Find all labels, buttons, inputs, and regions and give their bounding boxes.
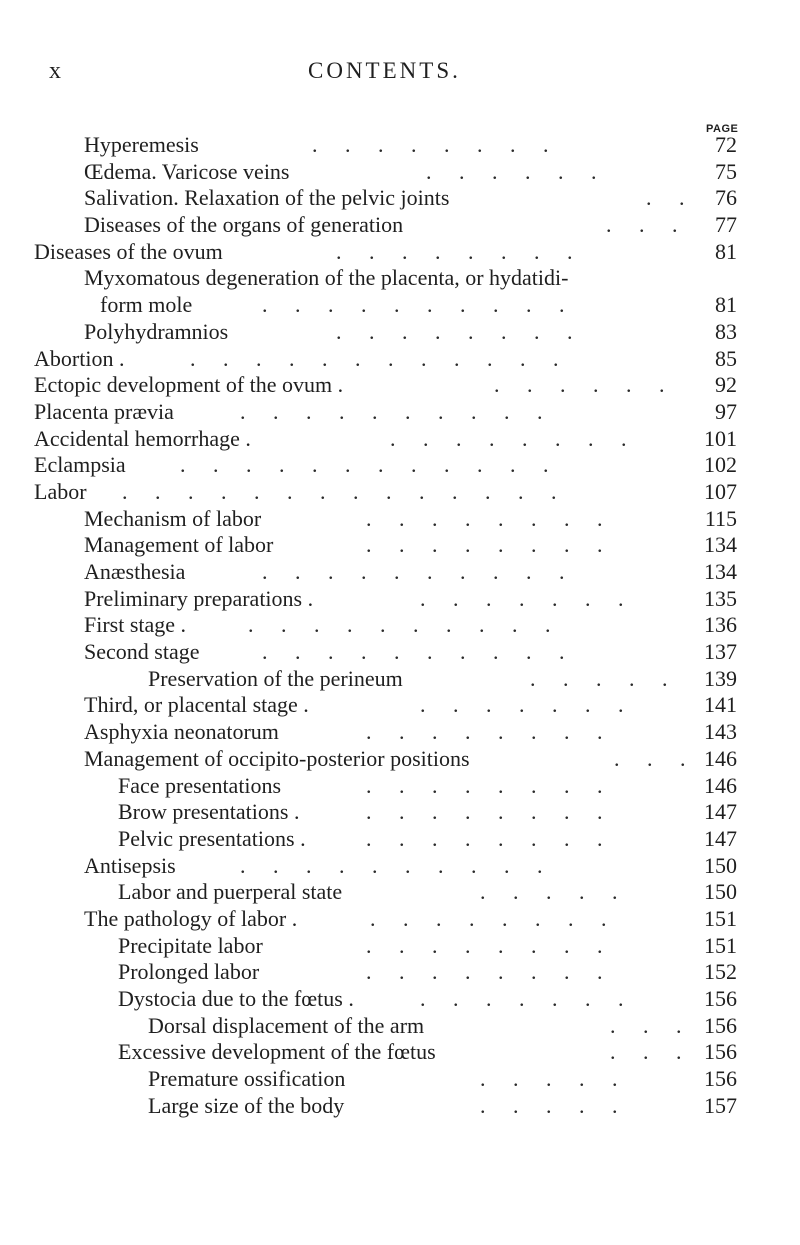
toc-entry-page: 151 xyxy=(704,932,737,958)
toc-entry-title: Second stage xyxy=(84,639,200,665)
toc-entry-page: 147 xyxy=(704,825,737,851)
dot-leader: . . . . . . . . . . xyxy=(262,559,576,584)
dot-leader: . . . . . xyxy=(480,1092,629,1118)
toc-entry-title: Mechanism of labor xyxy=(84,505,262,531)
toc-entry xyxy=(0,746,800,773)
toc-entry-page: 136 xyxy=(704,612,737,638)
toc-entry xyxy=(0,853,800,880)
toc-entry-page: 147 xyxy=(704,799,737,825)
page-folio: x xyxy=(49,58,62,84)
toc-entry xyxy=(0,479,800,506)
toc-entry xyxy=(0,692,800,719)
toc-entry-page: 134 xyxy=(704,532,737,558)
toc-entry xyxy=(0,799,800,826)
dot-leader: . . . . . . . . xyxy=(312,132,560,157)
toc-entry-title: Polyhydramnios xyxy=(84,318,229,344)
dot-leader: . . . xyxy=(614,745,697,771)
toc-entry-title: First stage . xyxy=(84,612,187,638)
toc-entry-page: 157 xyxy=(704,1092,737,1118)
toc-entry-page: 134 xyxy=(704,559,737,584)
toc-entry-title: Asphyxia neonatorum xyxy=(84,719,279,745)
toc-entry-title: Hyperemesis xyxy=(84,132,199,157)
table-of-contents xyxy=(0,132,800,1119)
toc-entry-title: form mole xyxy=(100,292,193,318)
dot-leader: . . . xyxy=(610,1039,693,1065)
toc-entry xyxy=(0,212,800,239)
toc-entry-page: 75 xyxy=(715,158,737,184)
toc-entry-page: 81 xyxy=(715,292,737,318)
toc-entry-page: 97 xyxy=(715,398,737,424)
toc-entry-page: 107 xyxy=(704,478,737,504)
toc-entry xyxy=(0,1093,800,1120)
toc-entry-page: 151 xyxy=(704,905,737,931)
toc-entry xyxy=(0,612,800,639)
toc-entry xyxy=(0,879,800,906)
toc-entry-title: The pathology of labor . xyxy=(84,905,298,931)
toc-entry xyxy=(0,826,800,853)
toc-entry-page: 150 xyxy=(704,879,737,905)
dot-leader: . . . . . xyxy=(480,879,629,905)
toc-entry-title: Abortion . xyxy=(34,345,125,371)
dot-leader: . . . . . . xyxy=(426,158,608,184)
toc-entry-title: Dorsal displacement of the arm xyxy=(148,1012,425,1038)
toc-entry-title: Anæsthesia xyxy=(84,559,186,584)
toc-entry xyxy=(0,773,800,800)
toc-entry xyxy=(0,1013,800,1040)
toc-entry-title: Labor and puerperal state xyxy=(118,879,343,905)
toc-entry xyxy=(0,159,800,186)
toc-entry xyxy=(0,426,800,453)
toc-entry-title: Management of occipito-posterior positions xyxy=(84,745,470,771)
toc-entry-page: 156 xyxy=(704,1012,737,1038)
toc-entry-page: 137 xyxy=(704,639,737,665)
toc-entry-title: Ectopic development of the ovum . xyxy=(34,372,344,398)
dot-leader: . . . . . . . . . . xyxy=(240,852,554,878)
toc-entry xyxy=(0,1066,800,1093)
dot-leader: . . . . . . . xyxy=(420,585,635,611)
dot-leader: . . . . . . . . . . xyxy=(240,398,554,424)
toc-entry-page: 150 xyxy=(704,852,737,878)
toc-entry xyxy=(0,986,800,1013)
toc-entry xyxy=(0,319,800,346)
toc-entry-page: 85 xyxy=(715,345,737,371)
toc-entry-page: 156 xyxy=(704,986,737,1011)
dot-leader: . . . . . . . . xyxy=(366,719,614,745)
toc-entry xyxy=(0,506,800,533)
toc-entry-title: Pelvic presentations . xyxy=(118,825,306,851)
dot-leader: . . . . . . . . xyxy=(336,318,584,344)
toc-entry-title: Brow presentations . xyxy=(118,799,300,825)
toc-entry-title: Accidental hemorrhage . xyxy=(34,425,251,451)
toc-entry-title: Premature ossification xyxy=(148,1066,346,1092)
dot-leader: . . . . . . . . . . xyxy=(248,612,562,638)
toc-entry-page: 139 xyxy=(704,665,737,691)
dot-leader: . . . . . . . . xyxy=(366,532,614,558)
dot-leader: . . . . . . . . xyxy=(366,959,614,985)
dot-leader: . . . . . . . . xyxy=(366,932,614,958)
dot-leader: . . . . . . . . xyxy=(336,238,584,264)
toc-entry-page: 77 xyxy=(715,212,737,238)
toc-entry-title: Œdema. Varicose veins xyxy=(84,158,290,184)
toc-entry-title: Myxomatous degeneration of the placenta, or hydatidi- xyxy=(84,265,569,291)
toc-entry-page: 152 xyxy=(704,959,737,985)
toc-entry xyxy=(0,559,800,586)
toc-entry-page: 143 xyxy=(704,719,737,745)
toc-entry-page: 102 xyxy=(704,452,737,478)
toc-entry-title: Labor xyxy=(34,478,87,504)
dot-leader: . . . xyxy=(606,212,689,238)
dot-leader: . . . . . . . . . . xyxy=(262,292,576,318)
toc-entry-title: Management of labor xyxy=(84,532,274,558)
toc-entry-page: 92 xyxy=(715,372,737,398)
toc-entry-title: Dystocia due to the fœtus . xyxy=(118,986,354,1011)
dot-leader: . . . . . . . . . . . . xyxy=(180,452,560,478)
toc-entry xyxy=(0,452,800,479)
toc-entry-title: Diseases of the organs of generation xyxy=(84,212,404,238)
toc-entry xyxy=(0,372,800,399)
toc-entry xyxy=(0,959,800,986)
dot-leader: . . . xyxy=(610,1012,693,1038)
page-column-label: PAGE xyxy=(706,123,739,135)
toc-entry xyxy=(0,185,800,212)
toc-entry-page: 156 xyxy=(704,1066,737,1092)
running-title: CONTENTS. xyxy=(308,58,461,83)
toc-entry-title: Placenta prævia xyxy=(34,398,174,424)
dot-leader: . . . . . . . . . . . . . . xyxy=(122,478,568,504)
toc-entry-page: 81 xyxy=(715,238,737,264)
toc-entry-page: 146 xyxy=(704,772,737,798)
toc-entry-title: Salivation. Relaxation of the pelvic joints xyxy=(84,185,450,211)
toc-entry-title: Antisepsis xyxy=(84,852,176,878)
toc-entry xyxy=(0,666,800,693)
toc-entry-title: Precipitate labor xyxy=(118,932,263,958)
dot-leader: . . . . . . . . xyxy=(366,799,614,825)
toc-entry xyxy=(0,586,800,613)
toc-entry xyxy=(0,346,800,373)
toc-entry-page: 72 xyxy=(715,132,737,157)
toc-entry xyxy=(0,719,800,746)
toc-entry-page: 135 xyxy=(704,585,737,611)
dot-leader: . . . . . . . . xyxy=(366,772,614,798)
toc-entry-page: 76 xyxy=(715,185,737,211)
toc-entry-title: Third, or placental stage . xyxy=(84,692,309,718)
dot-leader: . . . . . xyxy=(480,1066,629,1092)
toc-entry xyxy=(0,399,800,426)
dot-leader: . . . . . . . . . . xyxy=(262,639,576,665)
toc-entry xyxy=(0,292,800,319)
toc-entry-page: 83 xyxy=(715,318,737,344)
toc-entry-title: Large size of the body xyxy=(148,1092,345,1118)
toc-entry xyxy=(0,265,800,292)
toc-entry xyxy=(0,906,800,933)
toc-entry xyxy=(0,532,800,559)
toc-entry-title: Diseases of the ovum xyxy=(34,238,223,264)
dot-leader: . . . . . . . . xyxy=(390,425,638,451)
toc-entry xyxy=(0,132,800,159)
toc-entry xyxy=(0,239,800,266)
toc-entry xyxy=(0,1039,800,1066)
toc-entry-title: Prolonged labor xyxy=(118,959,260,985)
dot-leader: . . xyxy=(646,185,696,211)
toc-entry xyxy=(0,639,800,666)
page-header xyxy=(0,58,800,88)
dot-leader: . . . . . . . xyxy=(420,986,635,1011)
toc-entry-title: Excessive development of the fœtus xyxy=(118,1039,436,1065)
dot-leader: . . . . . . xyxy=(494,372,676,398)
toc-entry-title: Preservation of the perineum xyxy=(148,665,403,691)
dot-leader: . . . . . . . . xyxy=(366,825,614,851)
dot-leader: . . . . . . . . . . . . xyxy=(190,345,570,371)
toc-entry-page: 146 xyxy=(704,745,737,771)
toc-entry-title: Preliminary preparations . xyxy=(84,585,314,611)
dot-leader: . . . . . . . . xyxy=(366,505,614,531)
dot-leader: . . . . . xyxy=(530,665,679,691)
toc-entry-title: Eclampsia xyxy=(34,452,126,478)
toc-entry-page: 101 xyxy=(704,425,737,451)
toc-entry-title: Face presentations xyxy=(118,772,282,798)
dot-leader: . . . . . . . . xyxy=(370,905,618,931)
dot-leader: . . . . . . . xyxy=(420,692,635,718)
toc-entry xyxy=(0,933,800,960)
toc-entry-page: 156 xyxy=(704,1039,737,1065)
toc-entry-page: 141 xyxy=(704,692,737,718)
toc-entry-page: 115 xyxy=(704,505,737,531)
